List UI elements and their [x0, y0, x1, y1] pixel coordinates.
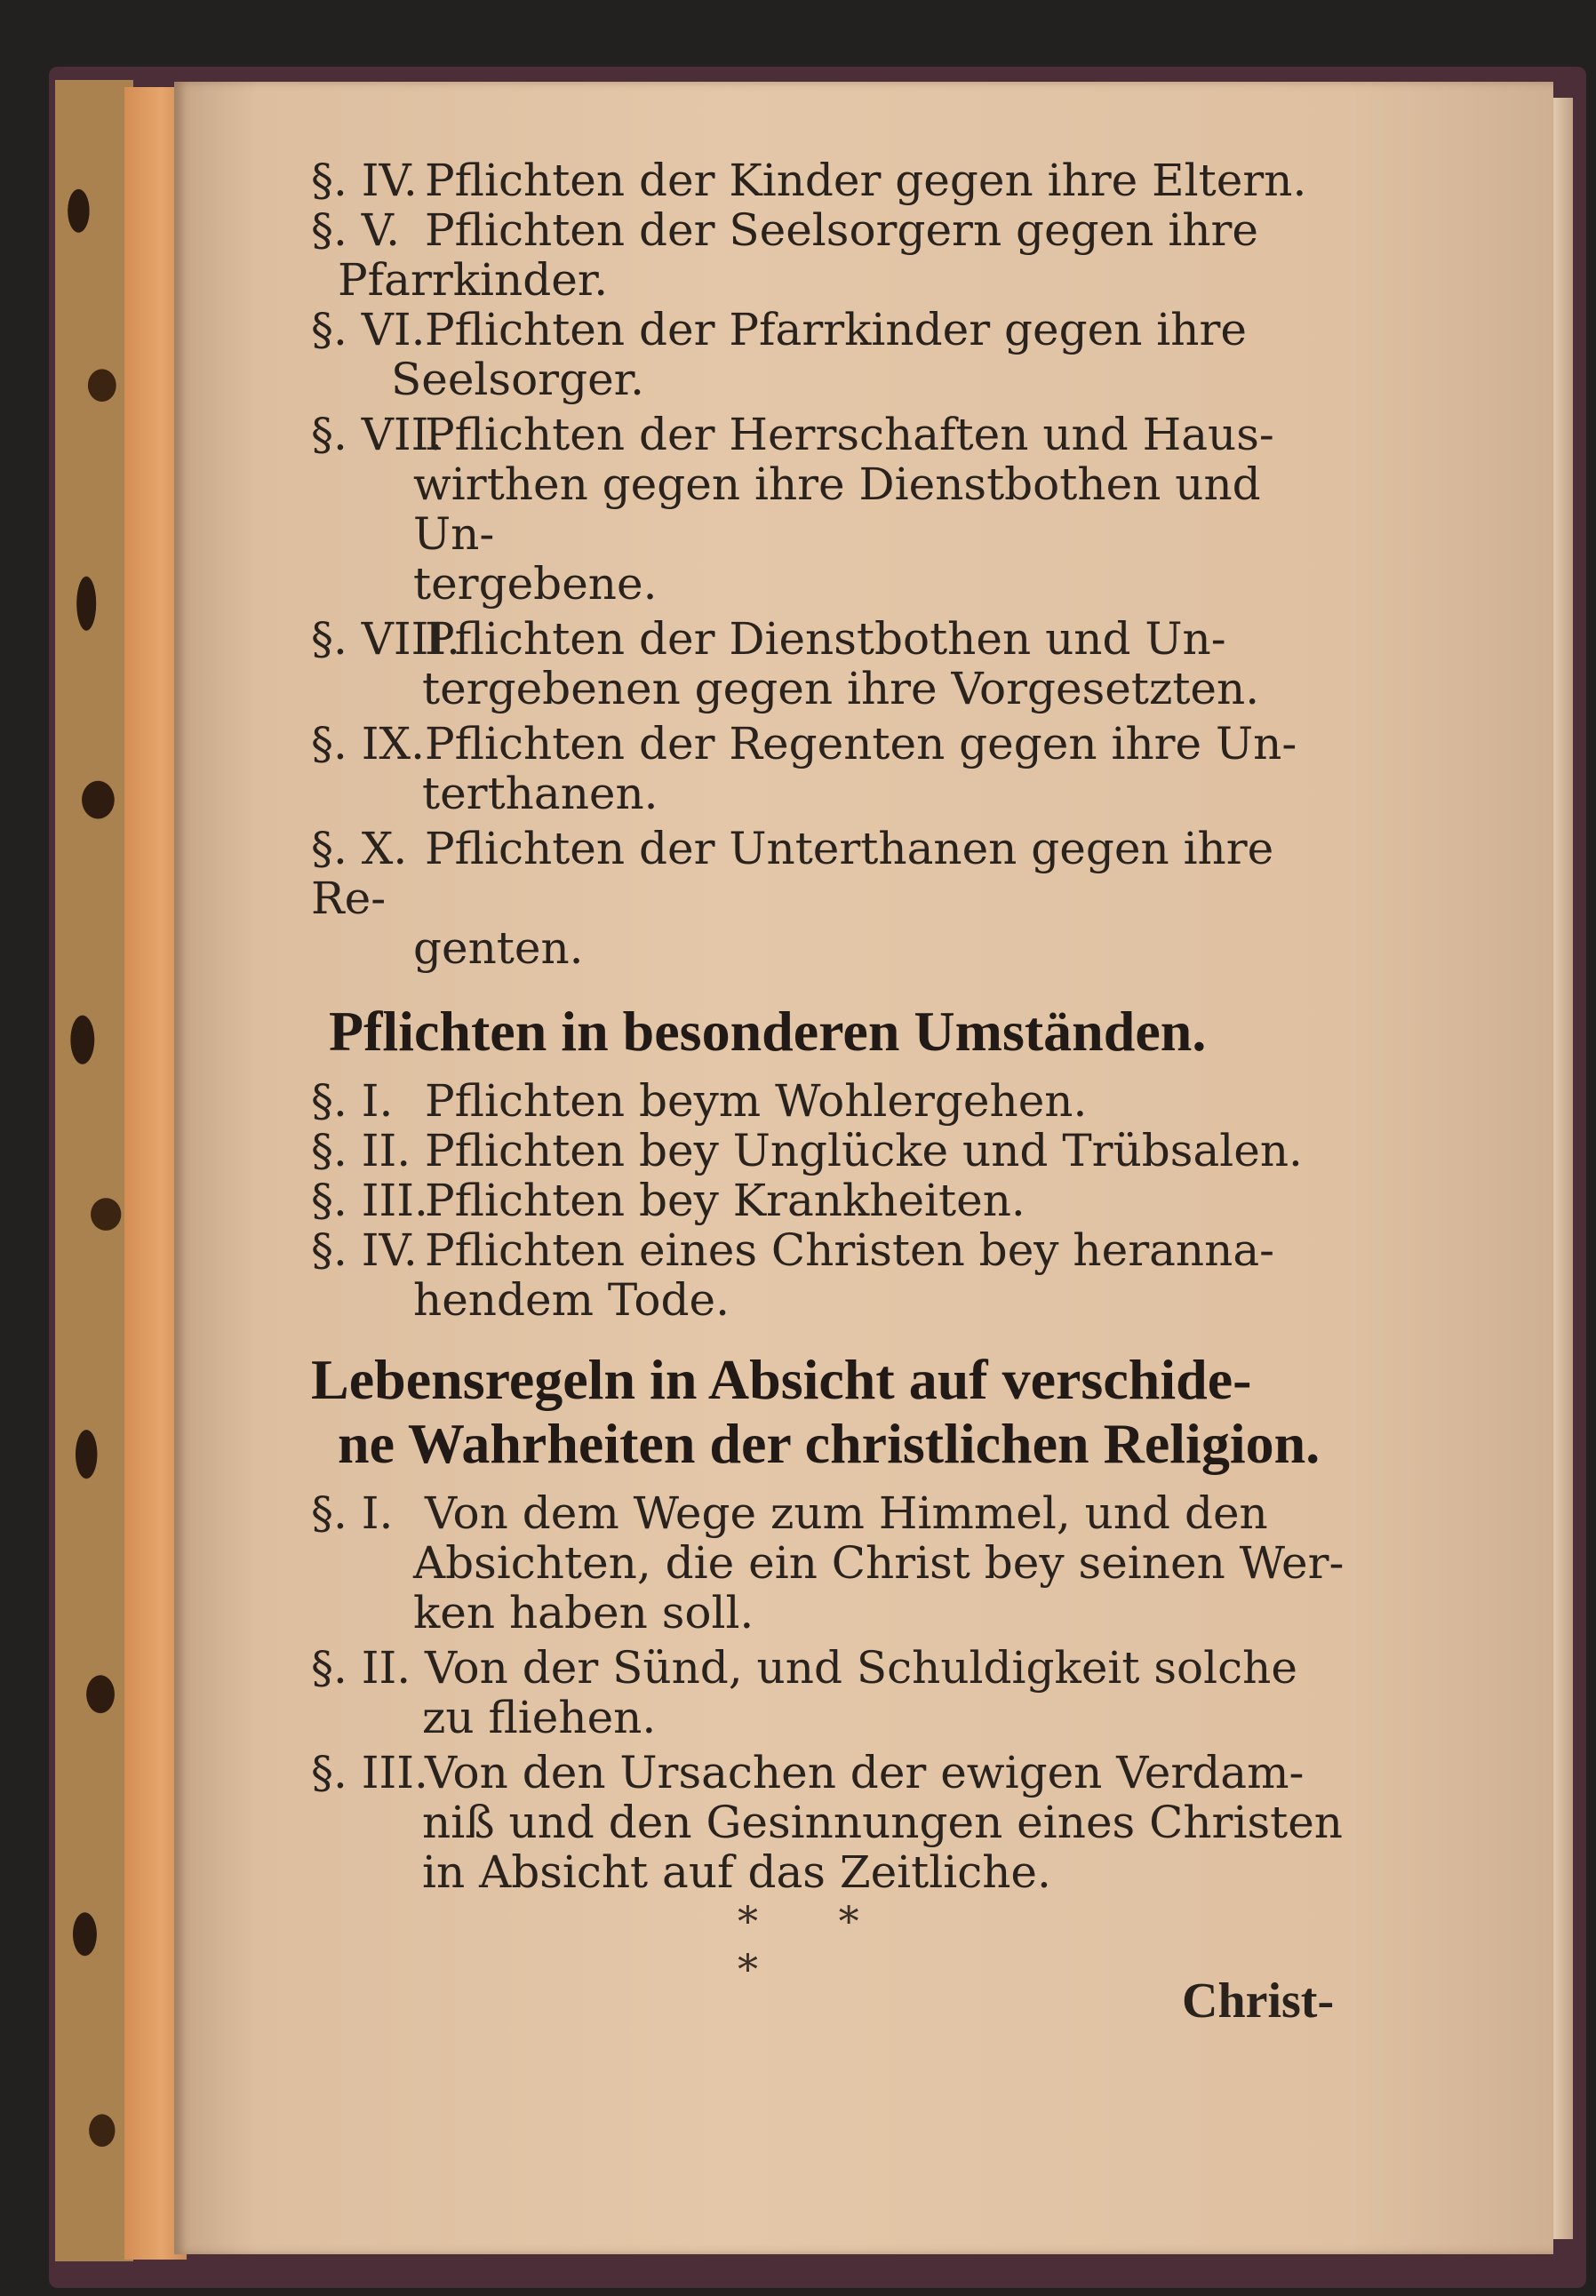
section-number: §. X. [311, 823, 408, 874]
entry-line: genten. [413, 922, 584, 974]
section-number: §. III. [311, 1747, 428, 1798]
section-number: §. VII. [311, 409, 443, 460]
entry-line: Pflichten der Pfarrkinder gegen ihre [425, 304, 1247, 355]
catchword: Christ- [1182, 1973, 1335, 2029]
entry-line: Pflichten bey Unglücke und Trübsalen. [425, 1125, 1303, 1176]
toc-entry [311, 1176, 1351, 1225]
entry-line: Von der Sünd, und Schuldigkeit solche [425, 1642, 1297, 1694]
entry-line: Pflichten der Herrschaften und Haus- [425, 409, 1274, 460]
entry-line: zu fliehen. [422, 1692, 657, 1743]
section-heading: ne Wahrheiten der christlichen Religion. [338, 1412, 1321, 1475]
marbled-board [55, 80, 133, 2261]
entry-line: Von dem Wege zum Himmel, und den [425, 1487, 1268, 1539]
entry-line: Pflichten bey Krankheiten. [425, 1175, 1025, 1226]
entry-line: Pflichten der Regenten gegen ihre Un- [425, 718, 1297, 769]
entry-line: Pflichten der Seelsorgern gegen ihre [425, 204, 1259, 256]
toc-entry [311, 719, 1351, 818]
entry-line: Pflichten der Dienstbothen und Un- [425, 613, 1226, 665]
entry-line: wirthen gegen ihre Dienstbothen und Un- [413, 458, 1261, 560]
section-number: §. IV. [311, 1224, 418, 1276]
entry-line: Pflichten der Kinder gegen ihre Eltern. [425, 155, 1307, 206]
section-number: §. VIII. [311, 613, 461, 665]
section-number: §. III. [311, 1175, 428, 1226]
toc-entry [311, 205, 1351, 305]
entry-line: tergebenen gegen ihre Vorgesetzten. [422, 663, 1260, 714]
ornament-stars: * * * [738, 1897, 893, 1993]
toc-entry [311, 614, 1351, 714]
section-number: §. IV. [311, 155, 418, 206]
entry-line: hendem Tode. [413, 1274, 730, 1326]
entry-line: Pfarrkinder. [338, 254, 609, 306]
section-number: §. V. [311, 204, 401, 256]
section-number: §. I. [311, 1075, 394, 1127]
entry-line: Seelsorger. [391, 354, 644, 405]
entry-line: terthanen. [422, 768, 658, 819]
entry-line: Pflichten eines Christen bey heranna- [425, 1224, 1275, 1276]
section-number: §. IX. [311, 718, 426, 769]
toc-entry [311, 305, 1351, 404]
toc-entry [311, 1643, 1351, 1742]
toc-entry [311, 1225, 1351, 1325]
page-text [311, 155, 1351, 1897]
section-heading: Pflichten in besonderen Umständen. [329, 1000, 1207, 1063]
toc-entry [311, 1076, 1351, 1126]
toc-entry [311, 1488, 1351, 1638]
section-number: §. VI. [311, 304, 426, 355]
toc-entry [311, 1748, 1351, 1897]
entry-line: Pflichten der Unterthanen gegen ihre Re- [311, 823, 1274, 924]
entry-line: Pflichten beym Wohlergehen. [425, 1075, 1088, 1127]
section-number: §. II. [311, 1125, 411, 1176]
section-number: §. II. [311, 1642, 411, 1694]
section-number: §. I. [311, 1487, 394, 1539]
toc-entry [311, 410, 1351, 609]
entry-line: Absichten, die ein Christ bey seinen Wer- [413, 1537, 1345, 1589]
section-heading: Lebensregeln in Absicht auf verschide- [311, 1348, 1252, 1411]
toc-entry [311, 1126, 1351, 1176]
entry-line: in Absicht auf das Zeitliche. [422, 1846, 1051, 1898]
entry-line: niß und den Gesinnungen eines Christen [422, 1797, 1343, 1848]
toc-entry [311, 824, 1351, 973]
entry-line: Von den Ursachen der ewigen Verdam- [425, 1747, 1305, 1798]
toc-entry [311, 155, 1351, 205]
entry-line: tergebene. [413, 558, 658, 610]
entry-line: ken haben soll. [413, 1587, 754, 1638]
